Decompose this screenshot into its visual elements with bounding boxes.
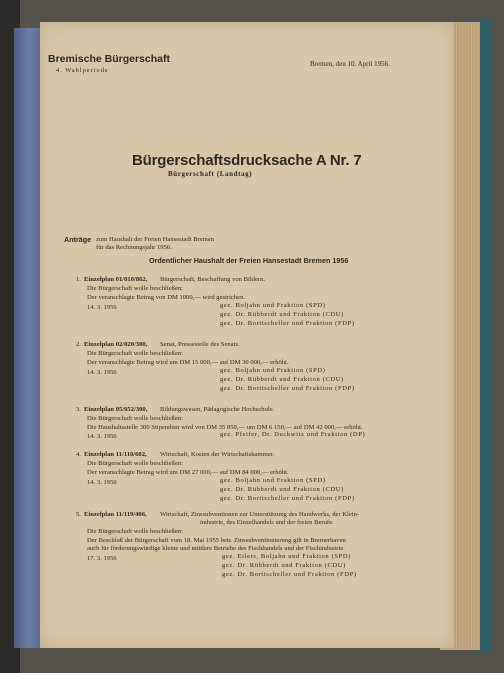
- item-2-resolution: Die Bürgerschaft wolle beschließen:: [87, 350, 184, 357]
- item-4-plan: Einzelplan 11/110/602,: [84, 451, 147, 458]
- item-5-date: 17. 3. 1956: [87, 555, 117, 562]
- item-5-resolution: Die Bürgerschaft wolle beschließen:: [87, 528, 184, 535]
- item-5-signature-1: gez. Eilers, Boljahn und Fraktion (SPD): [222, 553, 352, 560]
- item-2-signature-1: gez. Boljahn und Fraktion (SPD): [220, 367, 326, 374]
- section-title: Ordentlicher Haushalt der Freien Hansestadt Bremen 1956: [149, 256, 349, 265]
- item-1-subject: Bürgerschaft, Beschaffung von Bildern.: [160, 276, 266, 283]
- item-4-resolution: Die Bürgerschaft wolle beschließen:: [87, 460, 184, 467]
- item-1-signature-1: gez. Boljahn und Fraktion (SPD): [220, 302, 326, 309]
- item-3-text: Die Haushaltsstelle 300 Stipendien wird von DM 35 850,— um DM 6 150,— auf DM 42 000,— erhöht.: [87, 424, 363, 431]
- item-4-signature-2: gez. Dr. Rübberdt und Fraktion (CDU): [220, 486, 344, 493]
- item-2-subject: Senat, Pressestelle des Senats.: [160, 341, 240, 348]
- election-period: 4. Wahlperiode: [56, 67, 109, 74]
- item-4-signature-3: gez. Dr. Borttscheller und Fraktion (FDP): [220, 495, 355, 502]
- item-3-resolution: Die Bürgerschaft wolle beschließen:: [87, 415, 184, 422]
- intro-line-2: für das Rechnungsjahr 1956.: [96, 244, 172, 251]
- item-1-signature-2: gez. Dr. Rübberdt und Fraktion (CDU): [220, 311, 344, 318]
- item-2-plan: Einzelplan 02/020/300,: [84, 341, 148, 348]
- item-5-number: 5.: [76, 511, 81, 518]
- item-5-signature-3: gez. Dr. Borttscheller und Fraktion (FDP): [222, 571, 357, 578]
- org-name: Bremische Bürgerschaft: [48, 53, 170, 65]
- item-1-signature-3: gez. Dr. Borttscheller und Fraktion (FDP): [220, 320, 355, 327]
- item-1-resolution: Die Bürgerschaft wolle beschließen:: [87, 285, 184, 292]
- item-4-date: 14. 3. 1956: [87, 479, 117, 486]
- item-3-plan: Einzelplan 05/052/300,: [84, 406, 148, 413]
- item-1-text: Der veranschlagte Betrag von DM 1000,— wird gestrichen.: [87, 294, 246, 301]
- item-1-plan: Einzelplan 01/010/862,: [84, 276, 148, 283]
- item-5-text-1: Der Beschluß der Bürgerschaft vom 18. Mai 1955 betr. Zinssubventionierung gilt in Bremerhaven: [87, 537, 346, 544]
- item-3-signature-1: gez. Pfeifer, Dr. Duckwitz und Fraktion (DP): [220, 431, 366, 438]
- item-2-signature-2: gez. Dr. Rübberdt und Fraktion (CDU): [220, 376, 344, 383]
- place-date: Bremen, den 10. April 1956.: [310, 60, 390, 68]
- item-5-plan: Einzelplan 11/119/406,: [84, 511, 147, 518]
- item-2-signature-3: gez. Dr. Borttscheller und Fraktion (FDP): [220, 385, 355, 392]
- item-3-number: 3.: [76, 406, 81, 413]
- document-title: Bürgerschaftsdrucksache A Nr. 7: [132, 152, 362, 169]
- item-1-date: 14. 3. 1956: [87, 304, 117, 311]
- item-5-subject: Wirtschaft, Zinssubventionen zur Unterstützung des Handwerks, der Klein-: [160, 511, 360, 518]
- item-2-number: 2.: [76, 341, 81, 348]
- item-5-text-2: auch für förderungswürdige kleine und mittlere Betriebe des Fischhandels und der Fischindustrie.: [87, 545, 345, 552]
- item-4-subject: Wirtschaft, Kosten der Wirtschaftskammer.: [160, 451, 275, 458]
- item-2-date: 14. 3. 1956: [87, 369, 117, 376]
- item-5-signature-2: gez. Dr. Rübberdt und Fraktion (CDU): [222, 562, 346, 569]
- item-4-number: 4.: [76, 451, 81, 458]
- document-subtitle: Bürgerschaft (Landtag): [168, 170, 253, 178]
- item-4-text: Der veranschlagte Betrag wird um DM 27 000,— auf DM 84 000,— erhöht.: [87, 469, 289, 476]
- item-3-subject: Bildungswesen, Pädagogische Hochschule.: [160, 406, 275, 413]
- intro-line-1: zum Haushalt der Freien Hansestadt Bremen: [96, 236, 215, 243]
- item-5-subject-cont: industrie, des Einzelhandels und der freien Berufe.: [200, 519, 334, 526]
- item-3-date: 14. 3. 1956: [87, 433, 117, 440]
- item-1-number: 1.: [76, 276, 81, 283]
- item-2-text: Der veranschlagte Betrag wird um DM 15 000,— auf DM 30 000,— erhöht.: [87, 359, 289, 366]
- item-4-signature-1: gez. Boljahn und Fraktion (SPD): [220, 477, 326, 484]
- document-page: [40, 22, 454, 648]
- intro-label: Anträge: [64, 235, 92, 244]
